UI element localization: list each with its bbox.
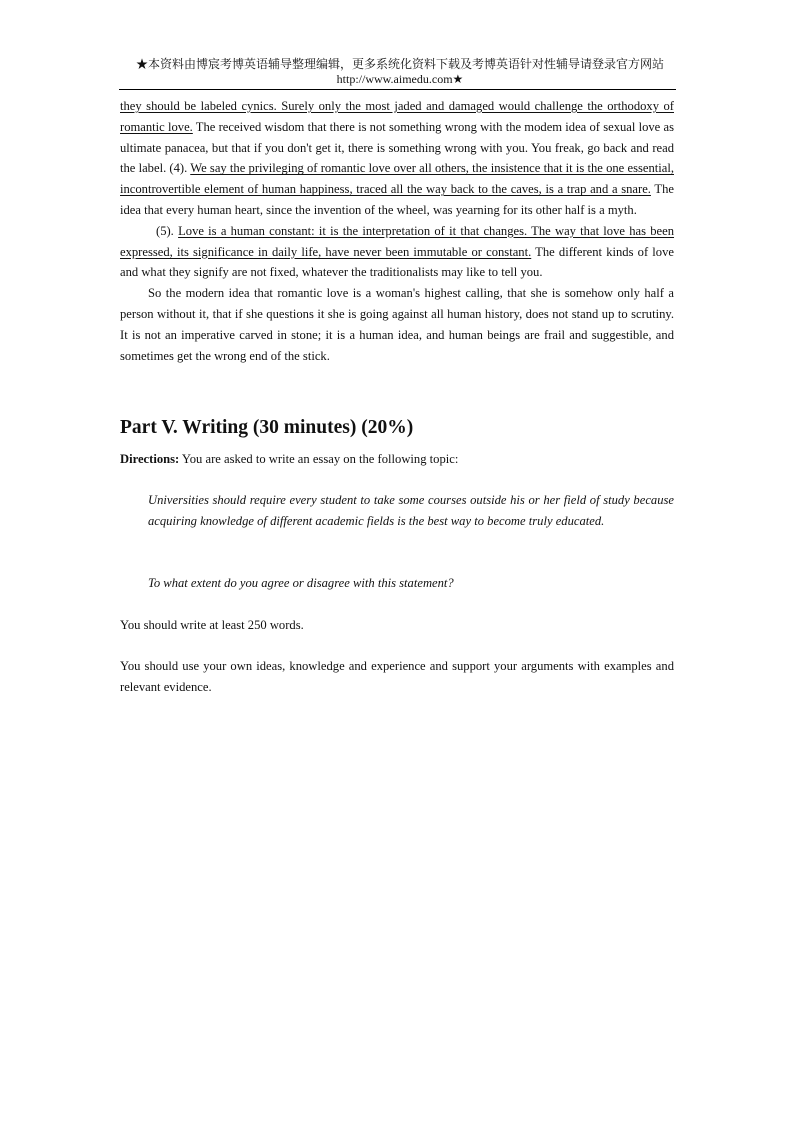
paragraph-1 [120,96,674,221]
directions-label: Directions: [120,452,180,466]
passage [120,96,674,366]
paragraph-2 [120,221,674,283]
sentence: The received wisdom that there is not something wrong with the modem idea of sexual love as ultimate panacea, but that if you don't get it, there is something wrong with you. You freak, go back and read the label. (4). [120,119,674,176]
sentence: The idea that every human heart, since the invention of the wheel, was yearning for its other half is a myth. [120,182,674,217]
paragraph-3: So the modern idea that romantic love is a woman's highest calling, that she is somehow only half a person without it, that if she questions it she is going against all human history, does not stand up to scrutiny. It is not an imperative carved in stone; it is a human idea, and human beings are frail and suggestible, and sometimes get the wrong end of the stick. [120,286,674,363]
header-url: http://www.aimedu.com★ [336,72,464,86]
essay-question: To what extent do you agree or disagree with this statement? [148,576,454,590]
underlined-sentence: Love is a human constant: it is the interpretation of it that changes. The way that love has been expressed, its significance in daily life, have never been immutable or constant. [120,223,675,259]
question-number: (5). [156,223,179,238]
essay-instruction: You should use your own ideas, knowledge and experience and support your arguments with examples and relevant evidence. [120,659,674,694]
underlined-sentence: they should be labeled cynics. Surely only the most jaded and damaged would challenge the orthodoxy of romantic love. [120,99,674,134]
header-line-1: ★本资料由博宸考博英语辅导整理编辑，更多系统化资料下载及考博英语针对性辅导请登录官方网站 [135,57,664,71]
essay-topic: Universities should require every student to take some courses outside his or her field of study because acquiring knowledge of different academic fields is the best way to become truly educated. [148,493,674,528]
header-divider [119,89,676,90]
word-count-instruction: You should write at least 250 words. [120,618,304,632]
directions-text: You are asked to write an essay on the following topic: [179,452,459,466]
sentence: The different kinds of love and what they signify are not fixed, whatever the traditionalists may like to tell you. [120,244,674,280]
directions [120,452,458,467]
underlined-sentence: We say the privileging of romantic love over all others, the insistence that it is the one essential, incontrovertible element of human happiness, traced all the way back to the caves, is a trap and a snare. [120,161,674,197]
section-heading: Part V. Writing (30 minutes) (20%) [120,417,414,438]
